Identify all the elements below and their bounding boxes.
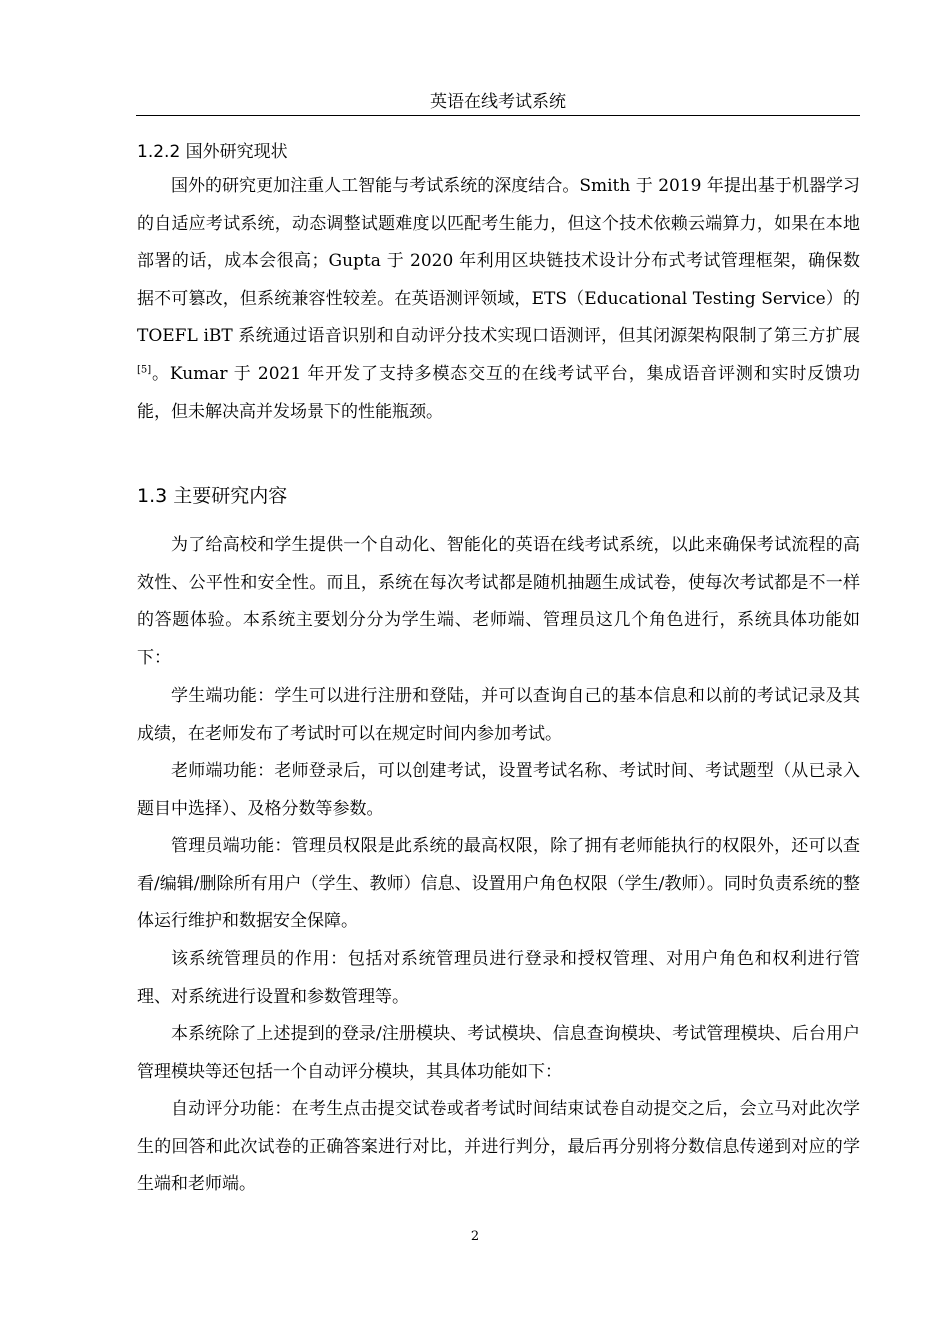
paragraph-overview: 为了给高校和学生提供一个自动化、智能化的英语在线考试系统，以此来确保考试流程的高效性、公平性和安全性。而且，系统在每次考试都是随机抽题生成试卷，使每次考试都是不一样的答题体验。本系统主要划分分为学生端、老师端、管理员这几个角色进行，系统具体功能如下： bbox=[137, 535, 860, 668]
section-heading-1-2-2: 1.2.2 国外研究现状 bbox=[137, 142, 288, 162]
paragraph-admin-functions: 管理员端功能：管理员权限是此系统的最高权限，除了拥有老师能执行的权限外，还可以查看/编辑/删除所有用户（学生、教师）信息、设置用户角色权限（学生/教师）。同时负责系统的整体运行维护和数据安全保障。 bbox=[137, 836, 860, 932]
paragraph-modules: 本系统除了上述提到的登录/注册模块、考试模块、信息查询模块、考试管理模块、后台用户管理模块等还包括一个自动评分模块，其具体功能如下： bbox=[137, 1024, 860, 1082]
paragraph-auto-grading: 自动评分功能：在考生点击提交试卷或者考试时间结束试卷自动提交之后，会立马对此次学生的回答和此次试卷的正确答案进行对比，并进行判分，最后再分别将分数信息传递到对应的学生端和老师端。 bbox=[137, 1099, 860, 1195]
citation-ref: [5] bbox=[137, 364, 152, 376]
running-header: 英语在线考试系统 bbox=[430, 92, 566, 112]
section-heading-1-3: 1.3 主要研究内容 bbox=[137, 485, 288, 507]
paragraph-text-continued: 。Kumar 于 2021 年开发了支持多模态交互的在线考试平台，集成语音评测和实时反馈功能，但未解决高并发场景下的性能瓶颈。 bbox=[137, 363, 860, 422]
paragraph-admin-role: 该系统管理员的作用：包括对系统管理员进行登录和授权管理、对用户角色和权利进行管理、对系统进行设置和参数管理等。 bbox=[137, 949, 860, 1007]
page-number: 2 bbox=[470, 1229, 480, 1244]
paragraph-teacher-functions: 老师端功能：老师登录后，可以创建考试，设置考试名称、考试时间、考试题型（从已录入题目中选择）、及格分数等参数。 bbox=[137, 761, 860, 819]
paragraph-text: 国外的研究更加注重人工智能与考试系统的深度结合。Smith 于 2019 年提出基于机器学习的自适应考试系统，动态调整试题难度以匹配考生能力，但这个技术依赖云端算力，如果在本地部署的话，成本会很高；Gupta 于 2020 年利用区块链技术设计分布式考试管理框架，确保数据不可篡改，但系统兼容性较差。在英语测评领域，ETS（Educational Testing Service）的 TOEFL iBT 系统通过语音识别和自动评分技术实现口语测评，但其闭源架构限制了第三方扩展 bbox=[137, 176, 860, 347]
paragraph-foreign-research bbox=[137, 168, 860, 431]
paragraph-student-functions: 学生端功能：学生可以进行注册和登陆，并可以查询自己的基本信息和以前的考试记录及其成绩，在老师发布了考试时可以在规定时间内参加考试。 bbox=[137, 686, 860, 744]
header-divider bbox=[136, 115, 860, 116]
